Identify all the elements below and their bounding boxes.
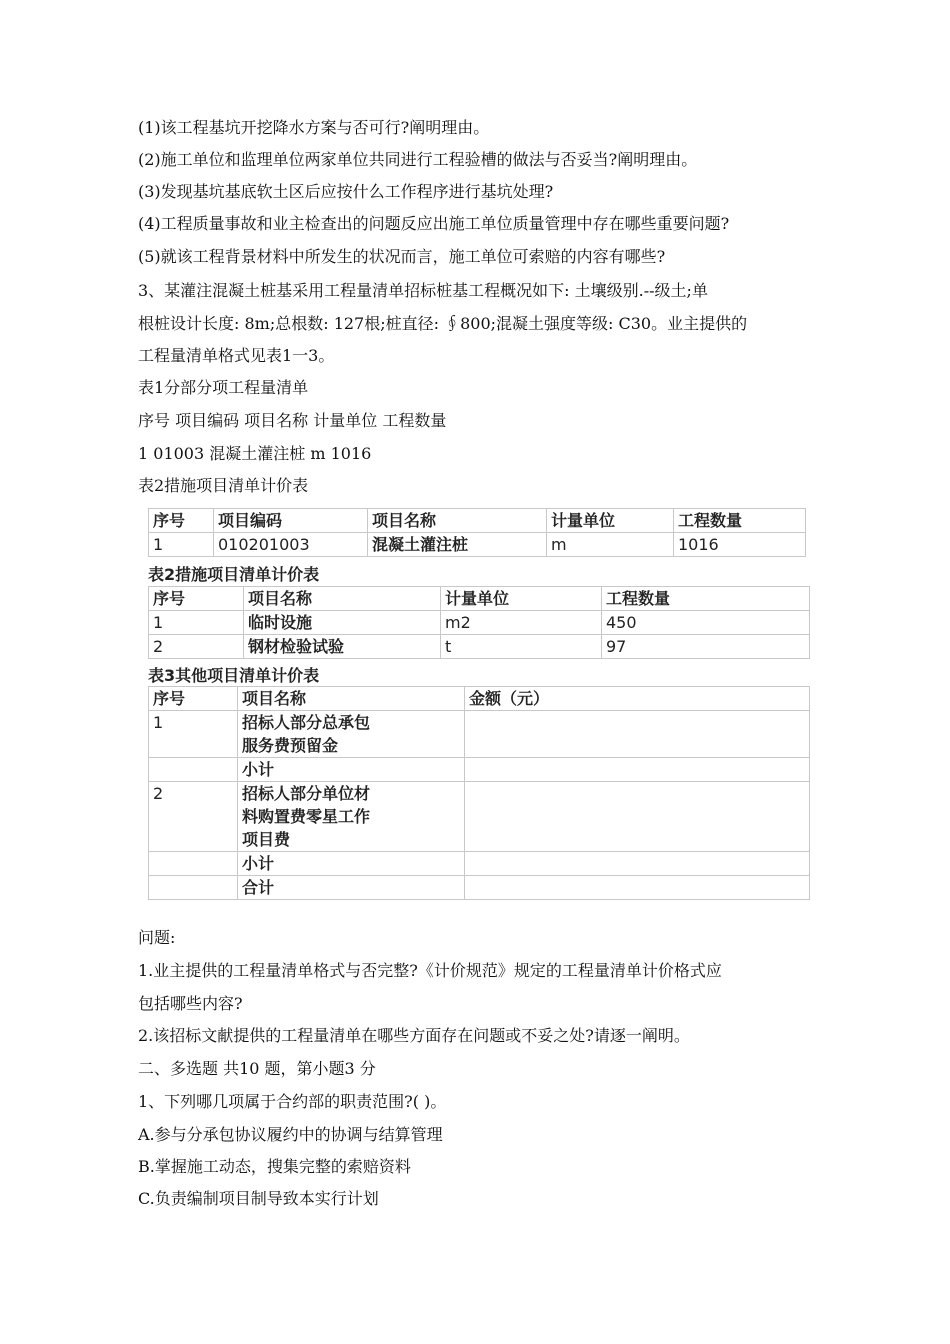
table-cell: 2	[149, 635, 244, 659]
table-cell: 临时设施	[244, 611, 441, 635]
cell-line: 服务费预留金	[242, 736, 339, 755]
table-cell: 2	[149, 782, 238, 852]
table-cell: 97	[602, 635, 810, 659]
table-cell: 合计	[238, 876, 465, 900]
table-cell	[465, 876, 810, 900]
table-cell	[238, 782, 465, 852]
table-cell: m	[547, 533, 674, 557]
table-row	[149, 587, 810, 611]
table-cell	[465, 711, 810, 758]
table-row	[149, 782, 810, 852]
table-cell	[465, 782, 810, 852]
table-row	[149, 611, 810, 635]
question-3: (3)发现基坑基底软土区后应按什么工作程序进行基坑处理?	[138, 182, 554, 201]
table-cell: 计量单位	[441, 587, 602, 611]
table-cell: 小计	[238, 852, 465, 876]
option-b: B.掌握施工动态，搜集完整的索赔资料	[138, 1157, 411, 1176]
question-2: (2)施工单位和监理单位两家单位共同进行工程验槽的做法与否妥当?阐明理由。	[138, 150, 698, 169]
questions-heading: 问题:	[138, 928, 176, 947]
table-cell	[149, 852, 238, 876]
table-cell: 钢材检验试验	[244, 635, 441, 659]
table-cell	[465, 852, 810, 876]
table-cell: 1	[149, 533, 214, 557]
table-cell: 项目名称	[368, 509, 547, 533]
table-row	[149, 635, 810, 659]
table-row	[149, 711, 810, 758]
table2-caption: 表2措施项目清单计价表	[148, 565, 320, 584]
table-cell: 序号	[149, 687, 238, 711]
question-2: 2.该招标文献提供的工程量清单在哪些方面存在问题或不妥之处?请逐一阐明。	[138, 1026, 690, 1045]
table-row	[149, 509, 806, 533]
table2	[148, 586, 810, 659]
table-cell	[465, 758, 810, 782]
table1	[148, 508, 806, 557]
table-row	[149, 876, 810, 900]
question-5: (5)就该工程背景材料中所发生的状况而言，施工单位可索赔的内容有哪些?	[138, 247, 666, 266]
table1-row-text: 1 01003 混凝土灌注桩 m 1016	[138, 444, 372, 463]
table-cell: 1016	[674, 533, 806, 557]
table-cell: 小计	[238, 758, 465, 782]
table-cell: m2	[441, 611, 602, 635]
question-4: (4)工程质量事故和业主检查出的问题反应出施工单位质量管理中存在哪些重要问题?	[138, 214, 730, 233]
tables-image	[146, 506, 810, 912]
table-cell	[238, 711, 465, 758]
case-3-line-1: 3、某灌注混凝土桩基采用工程量清单招标桩基工程概况如下: 土壤级别.--级土;单	[138, 281, 708, 300]
table3-caption: 表3其他项目清单计价表	[148, 666, 320, 685]
option-c: C.负责编制项目制导致本实行计划	[138, 1189, 379, 1208]
cell-line: 招标人部分单位材	[242, 784, 371, 803]
table1-header-text: 序号 项目编码 项目名称 计量单位 工程数量	[138, 411, 447, 430]
table-cell: 金额（元）	[465, 687, 810, 711]
table-cell	[149, 758, 238, 782]
table2-title: 表2措施项目清单计价表	[138, 476, 309, 495]
table-cell: 工程数量	[602, 587, 810, 611]
table-cell: t	[441, 635, 602, 659]
table-cell: 计量单位	[547, 509, 674, 533]
table-row	[149, 852, 810, 876]
option-a: A.参与分承包协议履约中的协调与结算管理	[138, 1125, 443, 1144]
case-3-line-2: 根桩设计长度: 8m;总根数: 127根;桩直径: ∮800;混凝土强度等级: C30。业主提供的	[138, 314, 748, 333]
table-cell: 混凝土灌注桩	[368, 533, 547, 557]
case-3-line-3: 工程量清单格式见表1一3。	[138, 346, 335, 365]
table-cell: 450	[602, 611, 810, 635]
table-cell: 1	[149, 611, 244, 635]
table-cell: 010201003	[214, 533, 368, 557]
table-cell: 序号	[149, 509, 214, 533]
table-row	[149, 758, 810, 782]
table-cell: 项目名称	[244, 587, 441, 611]
question-1: (1)该工程基坑开挖降水方案与否可行?阐明理由。	[138, 118, 490, 137]
table1-title: 表1分部分项工程量清单	[138, 378, 309, 397]
cell-line: 料购置费零星工作	[242, 807, 371, 826]
table-cell: 项目名称	[238, 687, 465, 711]
table-cell	[149, 876, 238, 900]
table-cell: 工程数量	[674, 509, 806, 533]
table-cell: 1	[149, 711, 238, 758]
section-heading: 二、多选题 共10 题，第小题3 分	[138, 1059, 376, 1078]
question-1-line-1: 1.业主提供的工程量清单格式与否完整?《计价规范》规定的工程量清单计价格式应	[138, 961, 722, 980]
table3	[148, 686, 810, 900]
question-1-line-2: 包括哪些内容?	[138, 994, 243, 1013]
cell-line: 招标人部分总承包	[242, 713, 371, 732]
cell-line: 项目费	[242, 830, 291, 849]
table-row	[149, 533, 806, 557]
table-cell: 序号	[149, 587, 244, 611]
table-cell: 项目编码	[214, 509, 368, 533]
table-row	[149, 687, 810, 711]
mcq-1: 1、下列哪几项属于合约部的职责范围?( )。	[138, 1092, 447, 1111]
